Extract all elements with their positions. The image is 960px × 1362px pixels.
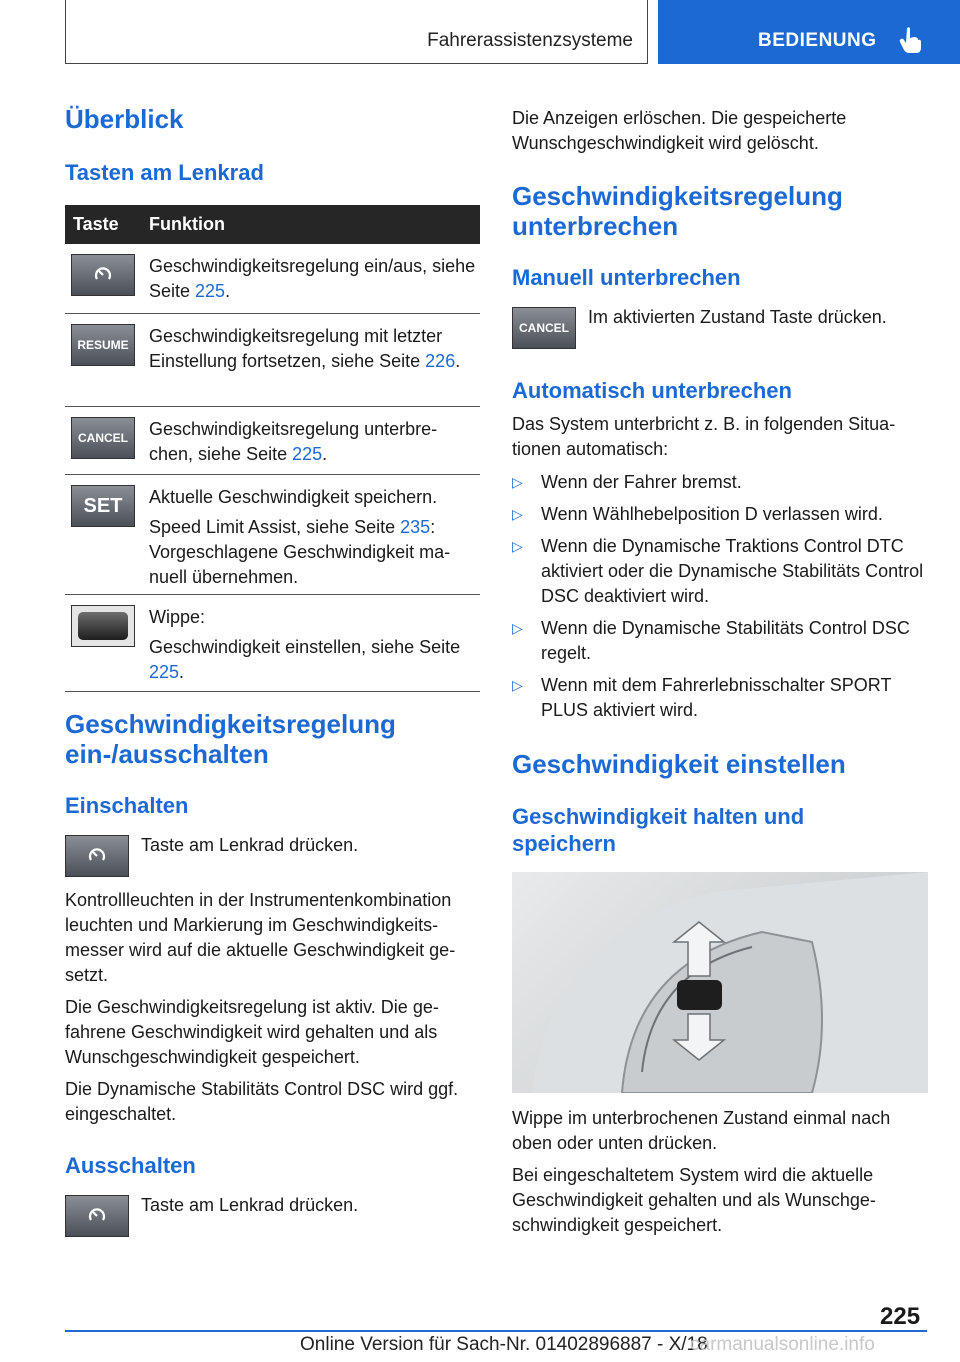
switch-on-text: Taste am Lenkrad drücken.: [141, 835, 359, 855]
heading-on-off: Geschwindigkeitsregelung ein-/ausschalten: [65, 709, 396, 769]
list-item: ▷ Wenn mit dem Fahrerlebnisschalter SPORT PLUS aktiviert wird.: [512, 675, 892, 720]
footer-divider: [65, 1330, 927, 1332]
cancel-button-icon: CANCEL: [71, 417, 135, 459]
header-chapter-tab[interactable]: [658, 0, 960, 64]
paragraph-active: Die Geschwindigkeitsregelung ist aktiv. Die ge-fahrene Geschwindigkeit wird gehalten und als Wunschgeschwindigkeit gespeichert.: [65, 997, 439, 1067]
paragraph-indicators: Kontrollleuchten in der Instrumentenkombination leuchten und Markierung im Geschwindigkeits-messer wird auf die aktuelle Geschwindigkeit ge-setzt.: [65, 890, 456, 985]
page-number: 225: [880, 1303, 921, 1330]
heading-auto-interrupt: Automatisch unterbrechen: [512, 378, 792, 403]
table-header: [65, 205, 480, 244]
footer-online-version: Online Version für Sach-Nr. 01402896887 - X/18: [300, 1334, 708, 1355]
table-row: [65, 475, 480, 595]
page-link[interactable]: 225: [195, 281, 226, 301]
col-header-function: Funktion: [149, 214, 225, 234]
row-text: Aktuelle Geschwindigkeit speichern. Speed Limit Assist, siehe Seite 235: Vorgeschlagene Geschwindigkeit ma-nuell übernehmen.: [149, 487, 451, 587]
triangle-bullet-icon: ▷: [512, 620, 523, 636]
header-chapter-label: BEDIENUNG: [758, 30, 877, 51]
col-header-key: Taste: [73, 214, 119, 234]
speedometer-power-icon: [65, 835, 129, 877]
triangle-bullet-icon: ▷: [512, 506, 523, 522]
table-row: [65, 407, 480, 475]
switch-off-text: Taste am Lenkrad drücken.: [141, 1195, 359, 1215]
rocker-switch-icon: [71, 605, 135, 647]
page-link[interactable]: 225: [292, 444, 323, 464]
table-row: [65, 244, 480, 314]
resume-button-icon: RESUME: [71, 324, 135, 366]
list-item: ▷ Wenn die Dynamische Stabilitäts Control DSC regelt.: [512, 618, 910, 663]
page-link[interactable]: 225: [149, 662, 180, 682]
triangle-bullet-icon: ▷: [512, 677, 523, 693]
triangle-bullet-icon: ▷: [512, 538, 523, 554]
button-table: [65, 205, 480, 692]
heading-overview: Überblick: [65, 104, 184, 134]
paragraph-saved: Bei eingeschaltetem System wird die aktuelle Geschwindigkeit gehalten und als Wunschge-schwindigkeit gespeichert.: [512, 1165, 876, 1235]
steering-wheel-image: [512, 872, 928, 1093]
row-text: Geschwindigkeitsregelung mit letzter Einstellung fortsetzen, siehe Seite 226.: [149, 326, 461, 371]
paragraph-rocker: Wippe im unterbrochenen Zustand einmal nach oben oder unten drücken.: [512, 1108, 891, 1153]
header-section-title: Fahrerassistenzsysteme: [427, 30, 633, 51]
heading-manual-interrupt: Manuell unterbrechen: [512, 265, 741, 290]
manual-interrupt-text: Im aktivierten Zustand Taste drücken.: [588, 307, 887, 327]
list-item: ▷ Wenn der Fahrer bremst.: [512, 470, 932, 495]
steering-wheel-rocker-illustration: [512, 872, 928, 1093]
row-text: Wippe: Geschwindigkeit einstellen, siehe Seite 225.: [149, 607, 461, 682]
speedometer-power-icon: [71, 254, 135, 296]
table-row: [65, 595, 480, 692]
heading-hold-save: Geschwindigkeit halten und speichern: [512, 804, 805, 856]
watermark: carmanualsonline.info: [690, 1334, 875, 1355]
heading-switch-on: Einschalten: [65, 793, 189, 818]
paragraph-dsc: Die Dynamische Stabilitäts Control DSC wird ggf. eingeschaltet.: [65, 1079, 459, 1124]
row-text: Geschwindigkeitsregelung ein/aus, siehe Seite 225.: [149, 256, 476, 301]
heading-interrupt: Geschwindigkeitsregelung unterbrechen: [512, 181, 843, 241]
auto-interrupt-list: [512, 470, 932, 730]
triangle-bullet-icon: ▷: [512, 474, 523, 490]
header-section-box: [65, 0, 648, 64]
paragraph-display-off: Die Anzeigen erlöschen. Die gespeicherte Wunschgeschwindigkeit wird gelöscht.: [512, 108, 847, 153]
speedometer-power-icon: [65, 1195, 129, 1237]
row-text: Geschwindigkeitsregelung unterbre-chen, siehe Seite 225.: [149, 419, 438, 464]
list-item: ▷ Wenn die Dynamische Traktions Control DTC aktiviert oder die Dynamische Stabilitäts Control DSC deaktiviert wird.: [512, 536, 924, 606]
list-item: ▷ Wenn Wählhebelposition D verlassen wird.: [512, 502, 932, 527]
table-row: [65, 314, 480, 407]
set-button-icon: SET: [71, 485, 135, 527]
page-link[interactable]: 226: [425, 351, 456, 371]
heading-buttons: Tasten am Lenkrad: [65, 160, 264, 185]
heading-switch-off: Ausschalten: [65, 1153, 196, 1178]
auto-interrupt-text: Das System unterbricht z. B. in folgenden Situa-tionen automatisch:: [512, 414, 896, 459]
page-link[interactable]: 235: [400, 517, 431, 537]
heading-set-speed: Geschwindigkeit einstellen: [512, 749, 846, 779]
hand-pointer-icon: [898, 26, 924, 54]
cancel-button-icon: CANCEL: [512, 307, 576, 349]
